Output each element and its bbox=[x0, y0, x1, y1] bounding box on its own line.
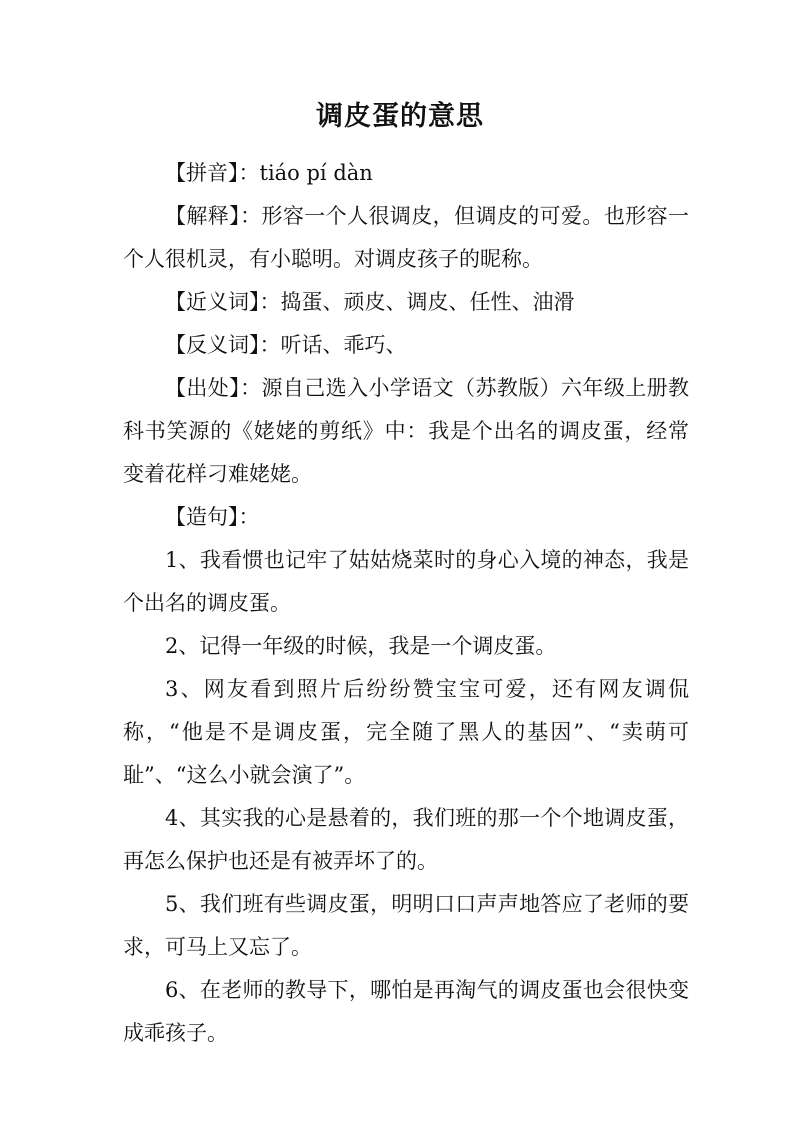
example-sentence-3: 3、网友看到照片后纷纷赞宝宝可爱，还有网友调侃称，“他是不是调皮蛋，完全随了黑人的基因”、“卖萌可耻”、“这么小就会演了”。 bbox=[123, 677, 689, 787]
explanation-value: 形容一个人很调皮，但调皮的可爱。也形容一个人很机灵，有小聪明。对调皮孩子的昵称。 bbox=[123, 204, 690, 271]
explanation-label: 【解释】： bbox=[165, 204, 262, 228]
explanation-entry bbox=[123, 195, 689, 281]
page-title: 调皮蛋的意思 bbox=[316, 101, 484, 132]
synonyms-label: 【近义词】： bbox=[165, 290, 281, 314]
example-sentence-1: 1、我看惯也记牢了姑姑烧菜时的身心入境的神态，我是个出名的调皮蛋。 bbox=[123, 548, 689, 615]
example-sentence-2: 2、记得一年级的时候，我是一个调皮蛋。 bbox=[165, 634, 557, 658]
examples-heading bbox=[123, 496, 689, 539]
pinyin-value: tiáo pí dàn bbox=[259, 161, 373, 185]
examples-label: 【造句】： bbox=[165, 505, 260, 529]
example-sentence-4: 4、其实我的心是悬着的，我们班的那一个个地调皮蛋，再怎么保护也还是有被弄坏了的。 bbox=[123, 806, 689, 873]
antonyms-label: 【反义词】： bbox=[165, 333, 281, 357]
example-sentence-6: 6、在老师的教导下，哪怕是再淘气的调皮蛋也会很快变成乖孩子。 bbox=[123, 978, 689, 1045]
source-label: 【出处】： bbox=[165, 376, 262, 400]
document-body bbox=[123, 152, 689, 1055]
antonyms-value: 听话、乖巧、 bbox=[280, 333, 407, 357]
pinyin-label: 【拼音】： bbox=[165, 161, 260, 185]
source-value: 源自己选入小学语文（苏教版）六年级上册教科书笑源的《姥姥的剪纸》中：我是个出名的调皮蛋，经常变着花样刁难姥姥。 bbox=[123, 376, 690, 486]
source-entry bbox=[123, 367, 689, 496]
example-sentence-5: 5、我们班有些调皮蛋，明明口口声声地答应了老师的要求，可马上又忘了。 bbox=[123, 892, 689, 959]
synonyms-entry bbox=[123, 281, 689, 324]
synonyms-value: 捣蛋、顽皮、调皮、任性、油滑 bbox=[280, 290, 575, 314]
antonyms-entry bbox=[123, 324, 689, 367]
pinyin-entry bbox=[123, 152, 689, 195]
